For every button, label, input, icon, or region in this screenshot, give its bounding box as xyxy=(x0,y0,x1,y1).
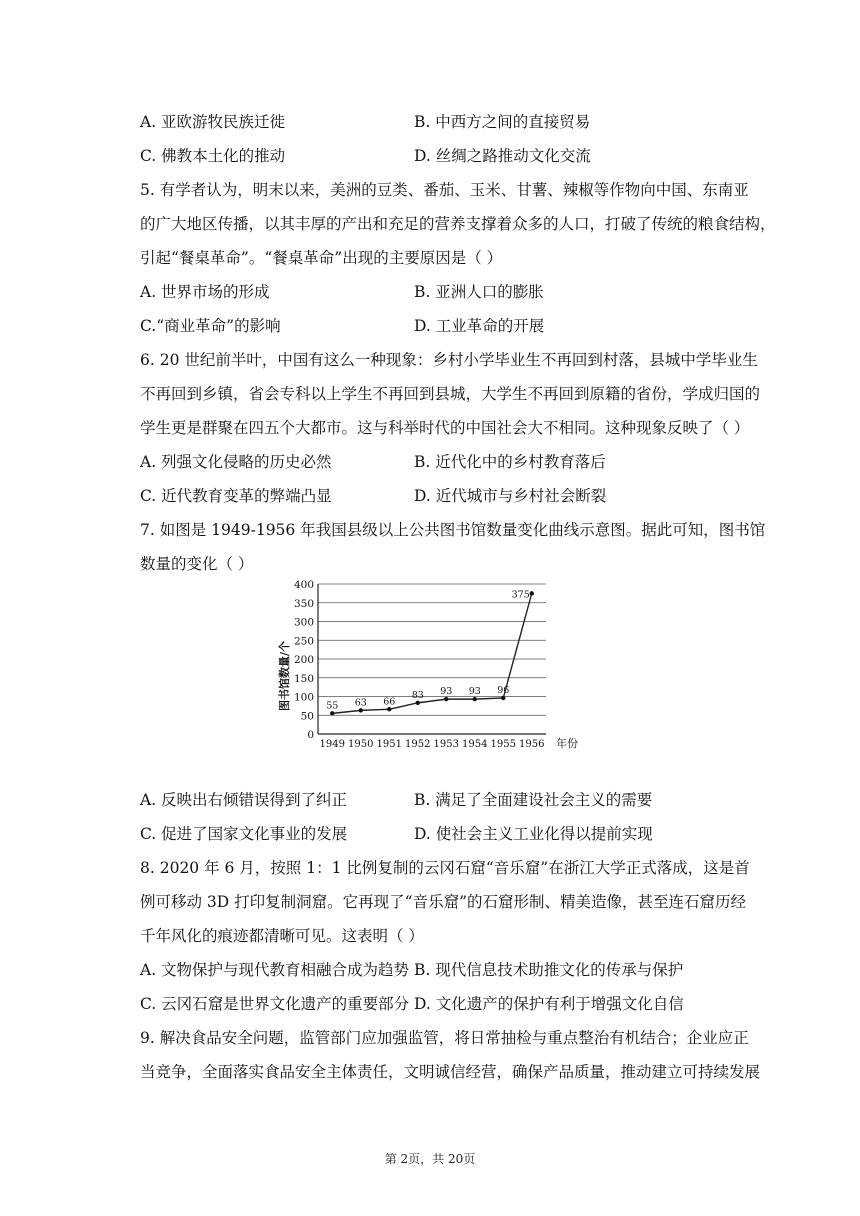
data-label: 83 xyxy=(411,689,424,701)
q7-option-a: A. 反映出右倾错误得到了纠正 xyxy=(140,791,348,809)
x-tick-label: 1956 xyxy=(519,739,545,750)
q7-line-1: 7. 如图是 1949-1956 年我国县级以上公共图书馆数量变化曲线示意图。据此可知，图书馆 xyxy=(140,521,766,539)
chart-x-axis-label: 年份 xyxy=(556,737,578,750)
chart-y-ticks xyxy=(294,579,314,741)
q8-line-1: 8. 2020 年 6 月，按照 1：1 比例复制的云冈石窟“音乐窟”在浙江大学正式落成，这是首 xyxy=(140,859,750,877)
q7-option-c: C. 促进了国家文化事业的发展 xyxy=(140,825,348,843)
data-point xyxy=(387,707,391,711)
x-tick-label: 1953 xyxy=(433,739,459,750)
q8-option-b: B. 现代信息技术助推文化的传承与保护 xyxy=(414,961,684,979)
q8-option-d: D. 文化遗产的保护有利于增强文化自信 xyxy=(414,995,684,1013)
q8-line-3: 千年风化的痕迹都清晰可见。这表明（ ） xyxy=(140,927,424,945)
q6-option-a: A. 列强文化侵略的历史必然 xyxy=(140,453,332,471)
x-tick-label: 1951 xyxy=(376,739,402,750)
x-tick-label: 1955 xyxy=(490,739,516,750)
q6-line-1: 6. 20 世纪前半叶，中国有这么一种现象：乡村小学毕业生不再回到村落，县城中学毕业生 xyxy=(140,351,758,369)
data-point xyxy=(530,591,534,595)
data-point xyxy=(444,697,448,701)
q5-option-d: D. 工业革命的开展 xyxy=(414,317,545,335)
q8-option-a: A. 文物保护与现代教育相融合成为趋势 xyxy=(140,961,410,979)
chart-x-ticks xyxy=(320,739,545,750)
data-point xyxy=(359,708,363,712)
q5-option-b: B. 亚洲人口的膨胀 xyxy=(414,283,544,301)
q8-option-c: C. 云冈石窟是世界文化遗产的重要部分 xyxy=(140,995,410,1013)
y-tick-label: 50 xyxy=(300,710,314,723)
data-label: 375 xyxy=(511,589,530,601)
q5-option-a: A. 世界市场的形成 xyxy=(140,283,270,301)
q7-option-b: B. 满足了全面建设社会主义的需要 xyxy=(414,791,653,809)
q6-line-3: 学生更是群聚在四五个大都市。这与科举时代的中国社会大不相同。这种现象反映了（ ） xyxy=(140,419,750,437)
q4-option-a: A. 亚欧游牧民族迁徙 xyxy=(140,113,286,131)
data-point xyxy=(330,711,334,715)
y-tick-label: 400 xyxy=(293,579,314,591)
data-point xyxy=(473,697,477,701)
q5-line-3: 引起“餐桌革命”。“餐桌革命”出现的主要原因是（ ） xyxy=(140,249,503,267)
q9-line-1: 9. 解决食品安全问题，监管部门应加强监管，将日常抽检与重点整治有机结合；企业应正 xyxy=(140,1029,749,1047)
y-tick-label: 250 xyxy=(293,635,314,648)
data-point xyxy=(501,696,505,700)
y-tick-label: 150 xyxy=(293,672,314,685)
q6-line-2: 不再回到乡镇，省会专科以上学生不再回到县城，大学生不再回到原籍的省份，学成归国的 xyxy=(140,385,761,403)
q5-option-c: C.“商业革命”的影响 xyxy=(140,317,281,335)
x-tick-label: 1950 xyxy=(348,739,374,750)
library-count-chart xyxy=(270,576,600,752)
q4-option-c: C. 佛教本土化的推动 xyxy=(140,147,286,165)
q6-option-d: D. 近代城市与乡村社会断裂 xyxy=(414,487,607,505)
q5-line-1: 5. 有学者认为，明末以来，美洲的豆类、番茄、玉米、甘薯、辣椒等作物向中国、东南亚 xyxy=(140,181,749,199)
q4-option-b: B. 中西方之间的直接贸易 xyxy=(414,113,591,131)
data-label: 93 xyxy=(440,686,453,698)
y-tick-label: 300 xyxy=(293,616,314,629)
chart-y-axis-label: 图书馆数量/个 xyxy=(278,640,291,712)
q8-line-2: 例可移动 3D 打印复制洞窟。它再现了“音乐窟”的石窟形制、精美造像，甚至连石窟历经 xyxy=(140,893,746,911)
q6-option-b: B. 近代化中的乡村教育落后 xyxy=(414,453,606,471)
y-tick-label: 200 xyxy=(293,654,314,666)
data-label: 93 xyxy=(468,686,481,698)
q5-line-2: 的广大地区传播，以其丰厚的产出和充足的营养支撑着众多的人口，打破了传统的粮食结构， xyxy=(140,215,776,233)
y-tick-label: 350 xyxy=(293,597,314,610)
data-label: 55 xyxy=(326,700,339,712)
x-tick-label: 1954 xyxy=(462,739,488,750)
data-label: 96 xyxy=(497,685,510,696)
data-label: 66 xyxy=(383,696,396,708)
page-footer: 第 2页，共 20页 xyxy=(384,1152,476,1166)
x-tick-label: 1952 xyxy=(405,739,431,750)
y-tick-label: 100 xyxy=(293,691,314,704)
data-label: 63 xyxy=(354,697,367,709)
y-tick-label: 0 xyxy=(307,729,314,741)
q9-line-2: 当竞争，全面落实食品安全主体责任，文明诚信经营，确保产品质量，推动建立可持续发展 xyxy=(140,1063,761,1081)
chart-data-labels xyxy=(326,589,530,711)
q7-line-2: 数量的变化（ ） xyxy=(140,555,254,573)
q4-option-d: D. 丝绸之路推动文化交流 xyxy=(414,147,591,165)
data-point xyxy=(416,701,420,705)
x-tick-label: 1949 xyxy=(319,739,345,750)
q7-option-d: D. 使社会主义工业化得以提前实现 xyxy=(414,825,653,843)
q6-option-c: C. 近代教育变革的弊端凸显 xyxy=(140,487,332,505)
